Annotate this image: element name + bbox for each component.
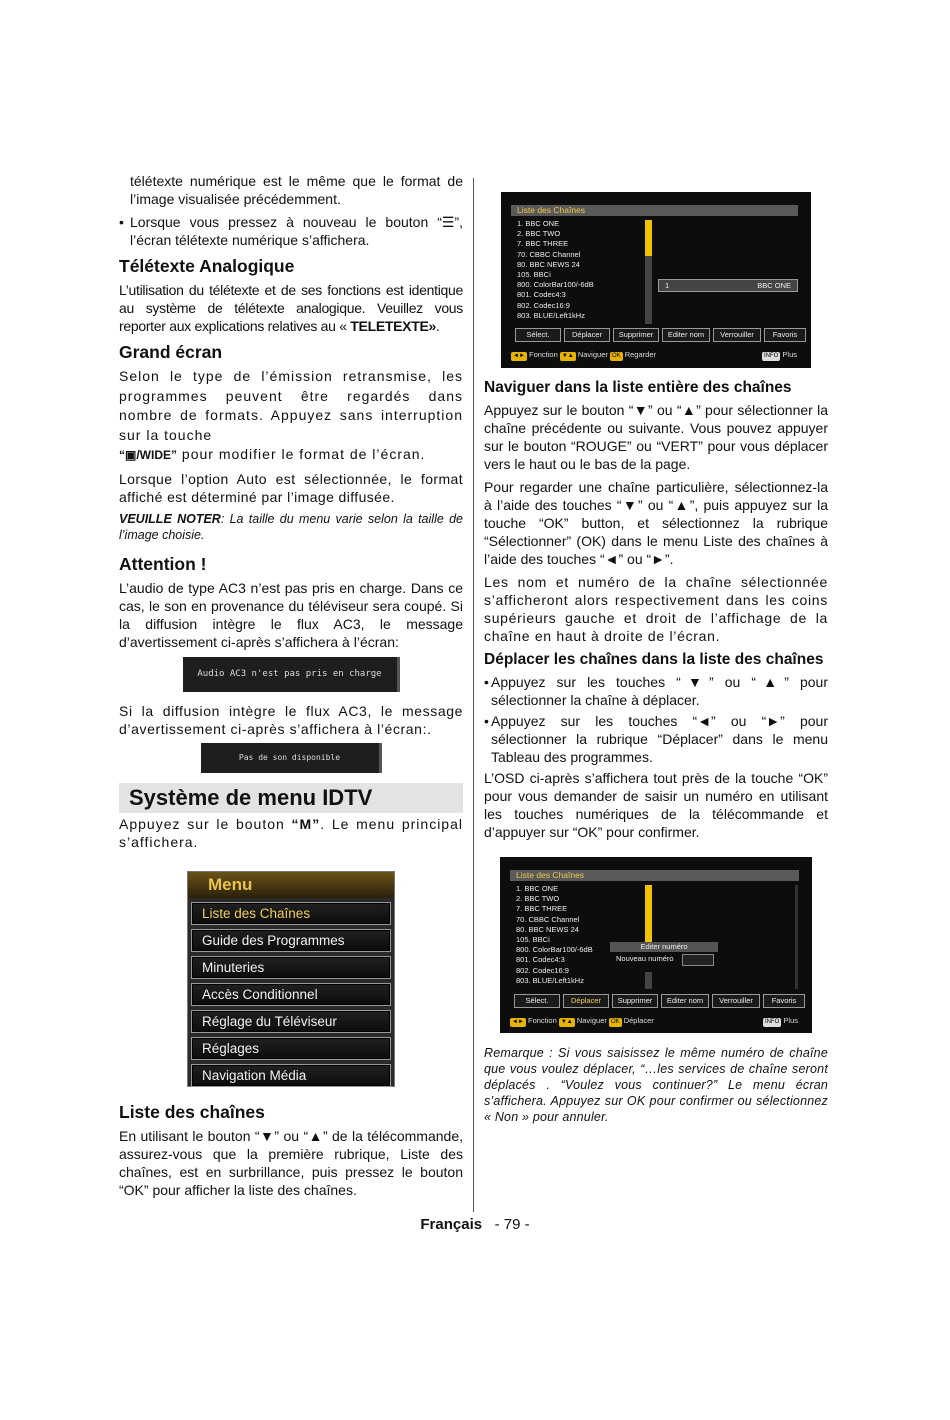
channel-list-screen [501,192,811,368]
channel-item[interactable]: 2. BBC TWO [517,229,561,239]
ok-key-icon: OK [610,1019,620,1025]
edit-name-button[interactable]: Editer nom [661,994,709,1008]
paragraph-analog: L’utilisation du télétexte et de ses fonctions est identique au système de télétexte analogique. Veuillez vous reporter aux explications relatives au « TELETEXTE». [119,282,463,334]
menu-item-reglages[interactable]: Réglages [191,1037,391,1060]
paragraph-idtv: Appuyez sur le bouton “M”. Le menu principal s’affichera. [119,815,463,850]
info-key-icon: INFO [764,1019,780,1025]
ok-key-icon: OK [611,353,621,359]
channel-item[interactable]: 801. Codec4:3 [517,290,566,300]
current-channel-box: 1 BBC ONE [658,279,798,292]
menu-item-minuteries[interactable]: Minuteries [191,956,391,979]
channel-item[interactable]: 2. BBC TWO [516,894,560,904]
new-number-row: Nouveau numéro [610,952,718,966]
column-divider [473,178,474,1212]
heading-systeme-menu-idtv: Système de menu IDTV [119,783,463,813]
bullet-move-2: • Appuyez sur les touches “◄” ou “►” pour sélectionner la rubrique “Déplacer” dans le menu Tableau des programmes. [484,713,828,765]
menu-item-guide-des-programmes[interactable]: Guide des Programmes [191,929,391,952]
channel-item[interactable]: 70. CBBC Channel [516,914,580,924]
channel-item[interactable]: 1. BBC ONE [516,884,559,893]
heading-liste-des-chaines: Liste des chaînes [119,1101,265,1122]
delete-button[interactable]: Supprimer [613,328,659,342]
channel-item[interactable]: 803. BLUE/Left1kHz [516,975,584,985]
lock-button[interactable]: Verrouiller [713,328,761,342]
channel-item[interactable]: 802. Codec16:9 [516,965,569,975]
favorites-button[interactable]: Favoris [764,328,806,342]
page-number: - 79 - [494,1216,530,1233]
right-column [484,192,828,1130]
lock-button[interactable]: Verrouiller [712,994,760,1008]
menu-item-reglage-du-televiseur[interactable]: Réglage du Téléviseur [191,1010,391,1033]
new-number-input[interactable] [682,954,714,966]
channel-list-help-bar: ◄► Fonction ▼▲ Naviguer OK Regarder INFO Plus [513,350,797,359]
channel-item[interactable]: 800. ColorBar100/-6dB [516,945,593,955]
channel-item[interactable]: 105. BBCi [516,935,550,945]
edit-name-button[interactable]: Editer nom [662,328,710,342]
channel-scrollbar[interactable] [645,220,652,324]
delete-button[interactable]: Supprimer [612,994,658,1008]
favorites-button[interactable]: Favoris [763,994,805,1008]
page-footer [0,1216,950,1233]
heading-teletexte-analogique: Télétexte Analogique [119,256,295,276]
no-sound-message: Pas de son disponible [201,743,382,773]
move-button[interactable]: Déplacer [564,328,610,342]
channel-list-title: Liste des Chaînes [510,870,799,881]
note-veuille-noter: VEUILLE NOTER: La taille du menu varie selon la taille de l’image choisie. [119,511,463,542]
channel-item[interactable]: 80. BBC NEWS 24 [516,924,579,934]
channel-scrollbar[interactable] [645,885,652,989]
channel-list-buttons [514,994,805,1008]
left-right-key-icon: ◄► [513,353,525,359]
channel-item[interactable]: 70. CBBC Channel [517,249,581,259]
channel-item[interactable]: 803. BLUE/Left1kHz [517,310,585,320]
channel-item[interactable]: 800. ColorBar100/-6dB [517,280,594,290]
paragraph-attention-1: L’audio de type AC3 n’est pas pris en charge. Dans ce cas, le son en provenance du téléviseur sera coupé. Si la diffusion intègre le flux AC3, le message d’avertissement ci-après s’affichera à l’écran: [119,579,463,650]
channel-list-help-bar: ◄► Fonction ▼▲ Naviguer OK Déplacer INFO Plus [512,1016,798,1025]
up-down-key-icon: ▼▲ [560,1019,573,1025]
channel-item[interactable]: 105. BBCi [517,270,551,280]
paragraph-nav-3: Les nom et numéro de la chaîne sélectionnée s’afficheront alors respectivement dans les coins supérieurs gauche et droit de l’affichage de la chaîne en haut à droite de l’écran. [484,574,828,644]
edit-number-dialog [610,942,718,972]
channel-item[interactable]: 7. BBC THREE [516,904,568,914]
channel-item[interactable]: 7. BBC THREE [517,239,569,249]
dialog-title: Editer numéro [610,942,718,952]
menu-item-navigation-media[interactable]: Navigation Média [191,1064,391,1087]
paragraph-liste: En utilisant le bouton “▼” ou “▲” de la télécommande, assurez-vous que la première rubrique, Liste des chaînes, est en surbrillance, puis pressez le bouton “OK” pour afficher la liste des chaînes. [119,1127,463,1198]
heading-attention: Attention ! [119,553,207,574]
info-key-icon: INFO [763,353,779,359]
menu-item-acces-conditionnel[interactable]: Accès Conditionnel [191,983,391,1006]
paragraph-grand-1: Selon le type de l’émission retransmise, les programmes peuvent être regardés dans nombre de formats. Appuyez sans interruption sur la touche “▣/WIDE” pour modifier le format de l’écran. [119,368,463,462]
heading-grand-ecran: Grand écran [119,342,223,362]
select-button[interactable]: Sélect. [514,994,560,1008]
bullet-move-1: • Appuyez sur les touches “▼” ou “▲” pour sélectionner la chaîne à déplacer. [484,674,828,708]
paragraph-continued: télétexte numérique est le même que le format de l’image visualisée précédemment. [130,173,463,207]
paragraph-nav-1: Appuyez sur le bouton “▼” ou “▲” pour sélectionner la chaîne précédente ou suivante. Vous pouvez appuyer sur le bouton “ROUGE” ou “VERT” pour vous déplacer vers le haut ou le bas de la page. [484,402,828,472]
channel-list [516,884,593,986]
paragraph-nav-2: Pour regarder une chaîne particulière, sélectionnez-la à l’aide des touches “▼” ou “▲”, puis appuyez sur la touche “OK” button, et sélectionnez la rubrique “Sélectionner” (OK) dans le menu Liste des chaînes à l’aide des touches “◄” ou “►”. [484,479,828,567]
heading-deplacer: Déplacer les chaînes dans la liste des chaînes [484,651,824,668]
idtv-main-menu [187,871,395,1087]
right-scrollbar[interactable] [795,885,798,989]
channel-list [517,219,594,321]
heading-naviguer: Naviguer dans la liste entière des chaînes [484,379,792,396]
menu-item-liste-des-chaines[interactable]: Liste des Chaînes [191,902,391,925]
move-button[interactable]: Déplacer [563,994,609,1008]
scrollbar-thumb[interactable] [645,885,652,947]
move-channel-screen [500,857,812,1033]
paragraph-grand-3: Lorsque l’option Auto est sélectionnée, le format affiché est déterminé par l’image diffusée. [119,470,463,505]
paragraph-move: L’OSD ci-après s’affichera tout près de la touche “OK” pour vous demander de saisir un numéro en utilisant les touches numériques de la télécommande et d’appuyer sur “OK” pour confirmer. [484,770,828,840]
channel-item[interactable]: 801. Codec4:3 [516,955,565,965]
wide-key-label: “▣/WIDE” [119,448,178,462]
up-down-key-icon: ▼▲ [561,353,574,359]
channel-item[interactable]: 1. BBC ONE [517,219,560,228]
ac3-warning-message: Audio AC3 n'est pas pris en charge [183,657,400,692]
left-right-key-icon: ◄► [512,1019,524,1025]
bullet-teletext: • Lorsque vous pressez à nouveau le bouton “☰”, l’écran télétexte numérique s’affichera. [119,214,463,248]
paragraph-attention-2: Si la diffusion intègre le flux AC3, le message d’avertissement ci-après s’affichera à l’écran:. [119,702,463,737]
channel-item[interactable]: 80. BBC NEWS 24 [517,259,580,269]
channel-item[interactable]: 802. Codec16:9 [517,300,570,310]
footer-language: Français [420,1216,483,1233]
channel-list-title: Liste des Chaînes [511,205,798,216]
left-column [119,172,463,1204]
scrollbar-thumb[interactable] [645,220,652,256]
remark-note: Remarque : Si vous saisissez le même numéro de chaîne que vous voulez déplacer, “…les services de chaîne seront déplacés . “Voulez vous continuer?” Le menu écran s’affichera. Appuyez sur OK pour confirmer ou sélectionnez « Non » pour annuler. [484,1046,828,1124]
channel-list-buttons [515,328,806,342]
menu-title: Menu [188,872,394,898]
select-button[interactable]: Sélect. [515,328,561,342]
